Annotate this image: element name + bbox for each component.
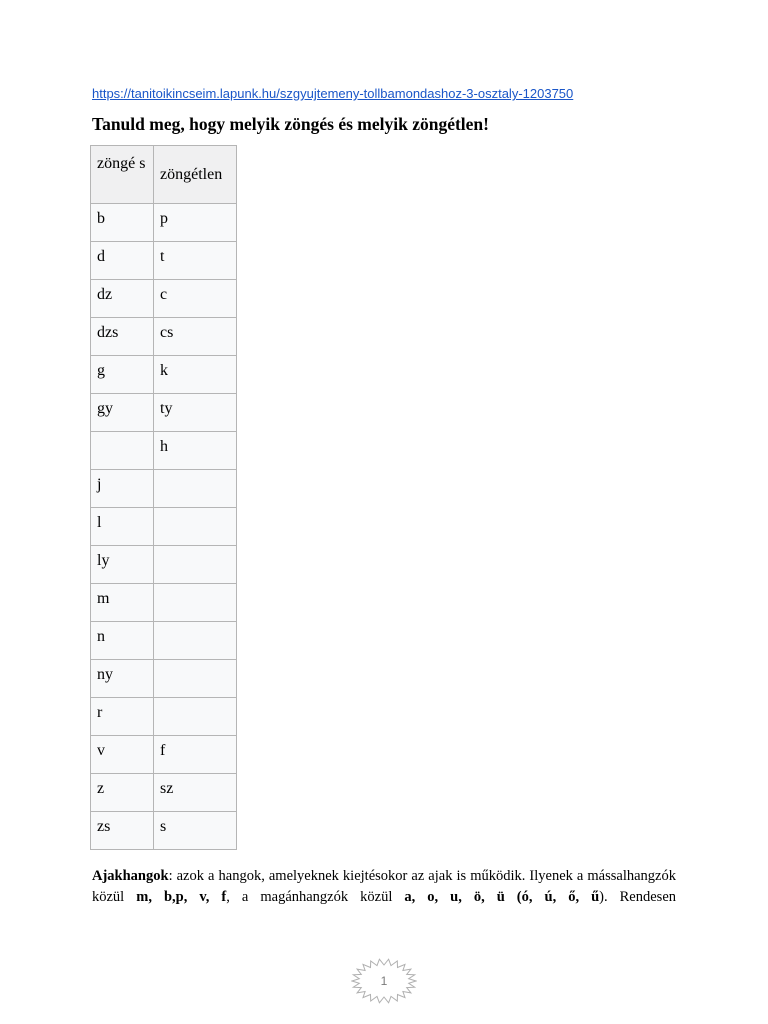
voiceless-cell: f: [154, 736, 237, 774]
paragraph-vowels: a, o, u, ö, ü (ó, ú, ő, ű: [404, 889, 600, 905]
table-row: [91, 242, 237, 280]
voiceless-cell: cs: [154, 318, 237, 356]
voiced-cell: zs: [91, 812, 154, 850]
voiced-cell: m: [91, 584, 154, 622]
voiced-cell: j: [91, 470, 154, 508]
voiced-cell: z: [91, 774, 154, 812]
page-number: 1: [380, 974, 388, 988]
voiceless-cell: [154, 584, 237, 622]
table-header-row: [91, 146, 237, 204]
voiced-cell: ny: [91, 660, 154, 698]
table-row: [91, 318, 237, 356]
voiceless-cell: t: [154, 242, 237, 280]
paragraph-text-1: : azok a hangok, amelyeknek kiejtésokor az ajak is működik. Ilyenek a mássalhangzók közül: [92, 868, 676, 905]
table-row: [91, 508, 237, 546]
table-row: [91, 584, 237, 622]
voiceless-cell: c: [154, 280, 237, 318]
table-row: [91, 736, 237, 774]
paragraph-text-2: , a magánhangzók közül: [226, 889, 405, 905]
voiceless-cell: [154, 622, 237, 660]
header-voiced: zöngé s: [91, 146, 154, 204]
table-row: [91, 622, 237, 660]
voiceless-cell: [154, 660, 237, 698]
table-row: [91, 774, 237, 812]
voiced-cell: n: [91, 622, 154, 660]
voiced-cell: g: [91, 356, 154, 394]
table-row: [91, 470, 237, 508]
voiced-cell: d: [91, 242, 154, 280]
table-row: [91, 204, 237, 242]
paragraph-term: Ajakhangok: [92, 868, 169, 884]
voiceless-cell: sz: [154, 774, 237, 812]
voiced-cell: gy: [91, 394, 154, 432]
table-row: [91, 432, 237, 470]
voiceless-cell: [154, 698, 237, 736]
header-voiceless: zöngétlen: [154, 146, 237, 204]
voiceless-cell: [154, 546, 237, 584]
voiced-cell: b: [91, 204, 154, 242]
table-row: [91, 394, 237, 432]
voiceless-cell: ty: [154, 394, 237, 432]
table-row: [91, 812, 237, 850]
voiceless-cell: [154, 508, 237, 546]
voiceless-cell: k: [154, 356, 237, 394]
voiced-cell: r: [91, 698, 154, 736]
voiced-cell: ly: [91, 546, 154, 584]
table-row: [91, 280, 237, 318]
voiced-cell: [91, 432, 154, 470]
lip-sounds-paragraph: [92, 866, 676, 908]
page-number-badge: [351, 958, 417, 1004]
paragraph-text-3: ). Rendesen: [599, 889, 677, 905]
voiceless-cell: [154, 470, 237, 508]
voiced-voiceless-table: [90, 145, 237, 850]
paragraph-consonants: m, b,p, v, f: [136, 889, 227, 905]
voiced-cell: l: [91, 508, 154, 546]
voiceless-cell: s: [154, 812, 237, 850]
table-row: [91, 698, 237, 736]
page-heading: Tanuld meg, hogy melyik zöngés és melyik zöngétlen!: [92, 114, 489, 134]
table-row: [91, 546, 237, 584]
voiceless-cell: p: [154, 204, 237, 242]
table-row: [91, 660, 237, 698]
voiceless-cell: h: [154, 432, 237, 470]
voiced-cell: v: [91, 736, 154, 774]
source-link[interactable]: https://tanitoikincseim.lapunk.hu/szgyujtemeny-tollbamondashoz-3-osztaly-1203750: [92, 86, 574, 101]
table-body: [91, 204, 237, 850]
table-row: [91, 356, 237, 394]
voiced-cell: dz: [91, 280, 154, 318]
voiced-cell: dzs: [91, 318, 154, 356]
